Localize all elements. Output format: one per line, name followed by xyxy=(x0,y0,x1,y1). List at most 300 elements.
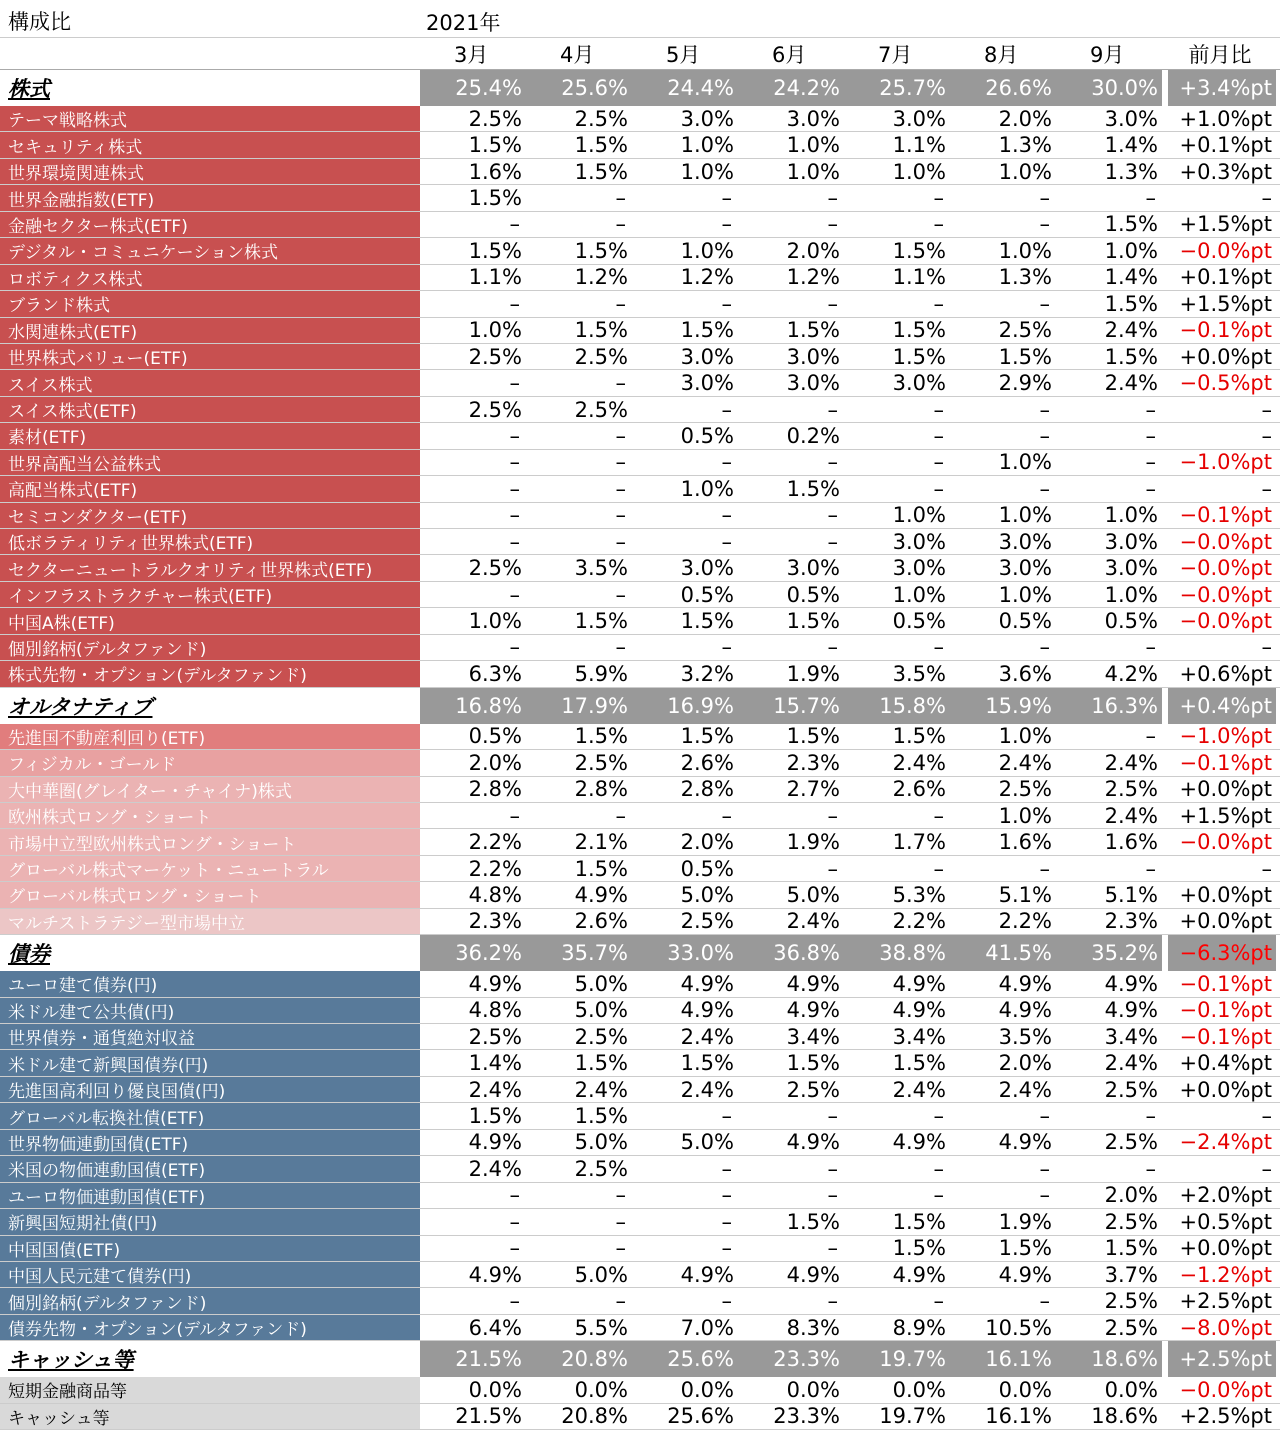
row-value: 4.9% xyxy=(468,971,522,996)
row-label: 個別銘柄(デルタファンド) xyxy=(0,635,420,660)
row-value: – xyxy=(933,856,944,881)
table-row xyxy=(0,882,1280,908)
row-value: – xyxy=(933,397,944,422)
table-row xyxy=(0,370,1280,396)
section-total-value: 33.0% xyxy=(632,935,738,971)
row-value: 2.5% xyxy=(998,318,1052,343)
row-change-value: −0.1%pt xyxy=(1179,971,1272,996)
table-row xyxy=(0,344,1280,370)
row-value: 0.0% xyxy=(786,1377,840,1402)
row-value: 4.9% xyxy=(680,971,734,996)
row-value: 18.6% xyxy=(1091,1404,1158,1429)
row-label: 水関連株式(ETF) xyxy=(0,318,420,343)
row-value: 1.5% xyxy=(786,724,840,749)
row-value: 2.4% xyxy=(468,1156,522,1181)
row-change-value: −0.0%pt xyxy=(1179,830,1272,855)
row-label: デジタル・コミュニケーション株式 xyxy=(0,238,420,263)
row-value: 0.0% xyxy=(998,1377,1052,1402)
row-value: 2.4% xyxy=(998,750,1052,775)
row-value: 2.5% xyxy=(1104,1209,1158,1234)
header-spacer xyxy=(0,38,420,69)
row-change-value: +0.0%pt xyxy=(1179,777,1272,802)
section-total-value: 26.6% xyxy=(950,70,1056,106)
row-change-value: – xyxy=(1261,476,1272,501)
row-value: – xyxy=(615,450,626,475)
row-value: 2.5% xyxy=(1104,777,1158,802)
row-value: 2.5% xyxy=(574,750,628,775)
row-value: – xyxy=(509,1289,520,1314)
row-value: 2.5% xyxy=(574,106,628,131)
row-change-value: −0.0%pt xyxy=(1179,609,1272,634)
row-value: – xyxy=(721,450,732,475)
section-total-value: 35.2% xyxy=(1056,935,1162,971)
row-value: 2.5% xyxy=(680,909,734,934)
row-value: 4.9% xyxy=(998,1130,1052,1155)
row-value: 1.2% xyxy=(680,265,734,290)
row-value: 4.9% xyxy=(892,1130,946,1155)
row-value: 1.5% xyxy=(574,1104,628,1129)
row-value: – xyxy=(827,856,838,881)
row-value: 0.0% xyxy=(468,1377,522,1402)
row-value: 4.9% xyxy=(786,998,840,1023)
table-title: 構成比 xyxy=(8,10,71,34)
row-value: 5.0% xyxy=(574,1130,628,1155)
row-value: – xyxy=(615,212,626,237)
row-label: 先進国高利回り優良国債(円) xyxy=(0,1077,420,1102)
section-total-value: 23.3% xyxy=(738,1341,844,1377)
row-label: 中国A株(ETF) xyxy=(0,608,420,633)
row-value: 1.0% xyxy=(998,803,1052,828)
row-value: 1.5% xyxy=(468,186,522,211)
section-total-value: 30.0% xyxy=(1056,70,1162,106)
row-value: 4.9% xyxy=(468,1130,522,1155)
row-value: 3.0% xyxy=(1104,556,1158,581)
month-header: 9月 xyxy=(1090,42,1125,67)
row-value: – xyxy=(827,1156,838,1181)
section-total-value: 25.7% xyxy=(844,70,950,106)
row-value: 1.5% xyxy=(786,609,840,634)
row-value: – xyxy=(827,1236,838,1261)
row-value: – xyxy=(509,423,520,448)
row-value: 2.5% xyxy=(574,397,628,422)
row-value: 2.4% xyxy=(680,1077,734,1102)
table-row xyxy=(0,132,1280,158)
row-value: 0.5% xyxy=(786,582,840,607)
row-value: 1.2% xyxy=(786,265,840,290)
row-value: 2.3% xyxy=(1104,909,1158,934)
row-value: 4.8% xyxy=(468,882,522,907)
row-value: 4.2% xyxy=(1104,661,1158,686)
row-value: 2.0% xyxy=(786,238,840,263)
row-value: 2.8% xyxy=(468,777,522,802)
table-row xyxy=(0,291,1280,317)
row-value: 3.0% xyxy=(680,371,734,396)
section-title: キャッシュ等 xyxy=(0,1341,420,1377)
row-value: – xyxy=(1039,476,1050,501)
row-value: 0.5% xyxy=(680,423,734,448)
row-change-value: +0.4%pt xyxy=(1179,1051,1272,1076)
row-label: 先進国不動産利回り(ETF) xyxy=(0,724,420,749)
table-row xyxy=(0,423,1280,449)
section-total-value: 16.1% xyxy=(950,1341,1056,1377)
row-value: 1.0% xyxy=(1104,582,1158,607)
month-header: 8月 xyxy=(984,42,1019,67)
row-value: 3.0% xyxy=(680,106,734,131)
row-value: 5.5% xyxy=(574,1315,628,1340)
row-change-value: −0.5%pt xyxy=(1179,371,1272,396)
row-value: 2.4% xyxy=(1104,371,1158,396)
row-value: 1.5% xyxy=(680,609,734,634)
row-value: – xyxy=(1145,423,1156,448)
row-value: – xyxy=(933,423,944,448)
row-value: 1.1% xyxy=(892,133,946,158)
row-change-value: – xyxy=(1261,635,1272,660)
row-value: 1.5% xyxy=(786,318,840,343)
table-row xyxy=(0,159,1280,185)
row-value: 3.7% xyxy=(1104,1262,1158,1287)
row-value: – xyxy=(1039,397,1050,422)
row-change-value: −0.0%pt xyxy=(1179,582,1272,607)
row-value: – xyxy=(509,529,520,554)
row-value: 1.9% xyxy=(786,830,840,855)
row-value: 3.0% xyxy=(892,556,946,581)
section-change-value: +3.4%pt xyxy=(1168,70,1276,106)
row-value: 1.5% xyxy=(680,724,734,749)
row-value: 2.0% xyxy=(468,750,522,775)
row-value: – xyxy=(509,212,520,237)
row-value: – xyxy=(509,503,520,528)
row-value: – xyxy=(1145,724,1156,749)
row-value: 1.5% xyxy=(892,1209,946,1234)
row-value: 1.0% xyxy=(468,609,522,634)
row-value: – xyxy=(721,1289,732,1314)
section-title: 債券 xyxy=(0,935,420,971)
row-value: – xyxy=(615,529,626,554)
table-row xyxy=(0,265,1280,291)
row-change-value: −0.1%pt xyxy=(1179,503,1272,528)
row-value: 0.5% xyxy=(680,856,734,881)
row-value: 4.9% xyxy=(892,971,946,996)
row-value: 5.1% xyxy=(998,882,1052,907)
row-change-value: +1.5%pt xyxy=(1179,212,1272,237)
table-row xyxy=(0,185,1280,211)
row-value: 1.5% xyxy=(468,133,522,158)
row-change-value: −0.0%pt xyxy=(1179,556,1272,581)
month-header: 7月 xyxy=(878,42,913,67)
table-row xyxy=(0,777,1280,803)
row-value: 2.5% xyxy=(574,1156,628,1181)
row-value: 2.4% xyxy=(1104,803,1158,828)
row-value: – xyxy=(1145,450,1156,475)
row-value: 2.2% xyxy=(468,830,522,855)
row-change-value: – xyxy=(1261,186,1272,211)
row-value: – xyxy=(615,1236,626,1261)
row-label: スイス株式(ETF) xyxy=(0,397,420,422)
row-label: 債券先物・オプション(デルタファンド) xyxy=(0,1315,420,1340)
table-row xyxy=(0,555,1280,581)
section-total-value: 25.4% xyxy=(420,70,526,106)
row-value: 4.9% xyxy=(998,998,1052,1023)
row-value: 3.5% xyxy=(998,1024,1052,1049)
row-change-value: +1.5%pt xyxy=(1179,291,1272,316)
row-value: – xyxy=(721,397,732,422)
row-label: マルチストラテジー型市場中立 xyxy=(0,909,420,934)
row-value: 1.5% xyxy=(786,1051,840,1076)
row-value: – xyxy=(615,476,626,501)
table-row xyxy=(0,450,1280,476)
row-value: – xyxy=(509,1183,520,1208)
row-value: 1.0% xyxy=(680,133,734,158)
section-alternative-row xyxy=(0,688,1280,724)
row-value: – xyxy=(721,503,732,528)
row-label: 短期金融商品等 xyxy=(0,1377,420,1402)
row-value: 1.5% xyxy=(574,856,628,881)
row-value: – xyxy=(827,212,838,237)
row-change-value: +2.0%pt xyxy=(1179,1183,1272,1208)
row-value: 2.2% xyxy=(468,856,522,881)
row-value: 4.9% xyxy=(574,882,628,907)
row-value: – xyxy=(1039,423,1050,448)
row-value: 2.0% xyxy=(998,106,1052,131)
row-label: 個別銘柄(デルタファンド) xyxy=(0,1288,420,1313)
row-value: – xyxy=(1039,1183,1050,1208)
row-change-value: +2.5%pt xyxy=(1179,1404,1272,1429)
row-change-value: +0.0%pt xyxy=(1179,882,1272,907)
row-value: – xyxy=(509,450,520,475)
row-value: 2.4% xyxy=(1104,1051,1158,1076)
row-value: 2.9% xyxy=(998,371,1052,396)
row-value: 1.0% xyxy=(998,724,1052,749)
table-row xyxy=(0,1156,1280,1182)
row-value: 1.5% xyxy=(892,344,946,369)
row-label: スイス株式 xyxy=(0,370,420,395)
month-header: 4月 xyxy=(560,42,595,67)
row-value: – xyxy=(933,291,944,316)
row-value: 1.0% xyxy=(998,238,1052,263)
row-label: インフラストラクチャー株式(ETF) xyxy=(0,582,420,607)
table-row xyxy=(0,1103,1280,1129)
row-change-value: – xyxy=(1261,397,1272,422)
section-total-value: 38.8% xyxy=(844,935,950,971)
row-label: 米国の物価連動国債(ETF) xyxy=(0,1156,420,1181)
section-total-value: 24.4% xyxy=(632,70,738,106)
row-value: 1.6% xyxy=(1104,830,1158,855)
row-value: – xyxy=(1039,186,1050,211)
row-value: 25.6% xyxy=(667,1404,734,1429)
section-total-value: 21.5% xyxy=(420,1341,526,1377)
row-value: 4.9% xyxy=(892,998,946,1023)
row-label: 新興国短期社債(円) xyxy=(0,1209,420,1234)
row-value: 1.5% xyxy=(892,724,946,749)
row-value: 3.0% xyxy=(786,371,840,396)
row-value: 3.0% xyxy=(998,556,1052,581)
row-value: – xyxy=(933,1156,944,1181)
row-label: ユーロ建て債券(円) xyxy=(0,971,420,996)
row-value: – xyxy=(1145,856,1156,881)
row-value: 1.0% xyxy=(786,133,840,158)
section-total-value: 16.3% xyxy=(1056,688,1162,724)
row-value: 3.6% xyxy=(998,661,1052,686)
row-value: – xyxy=(827,1289,838,1314)
section-change-value: −6.3%pt xyxy=(1168,935,1276,971)
row-value: 1.6% xyxy=(998,830,1052,855)
table-row xyxy=(0,1183,1280,1209)
row-value: 0.0% xyxy=(574,1377,628,1402)
table-row xyxy=(0,608,1280,634)
row-value: – xyxy=(827,503,838,528)
row-value: 16.1% xyxy=(985,1404,1052,1429)
row-value: 4.8% xyxy=(468,998,522,1023)
row-value: – xyxy=(615,503,626,528)
row-value: 1.3% xyxy=(1104,159,1158,184)
month-header: 3月 xyxy=(454,42,489,67)
row-value: 5.0% xyxy=(574,998,628,1023)
row-value: 5.0% xyxy=(786,882,840,907)
row-value: 8.3% xyxy=(786,1315,840,1340)
row-change-value: −0.0%pt xyxy=(1179,238,1272,263)
row-value: – xyxy=(509,1209,520,1234)
row-value: 2.4% xyxy=(892,1077,946,1102)
table-row xyxy=(0,829,1280,855)
row-value: 0.5% xyxy=(680,582,734,607)
row-value: – xyxy=(827,803,838,828)
row-label: 中国人民元建て債券(円) xyxy=(0,1262,420,1287)
row-value: 1.7% xyxy=(892,830,946,855)
row-value: – xyxy=(509,476,520,501)
row-value: 3.0% xyxy=(892,371,946,396)
row-value: 5.0% xyxy=(574,1262,628,1287)
row-value: 4.9% xyxy=(468,1262,522,1287)
row-value: 1.5% xyxy=(998,344,1052,369)
row-value: 4.9% xyxy=(680,998,734,1023)
table-row xyxy=(0,1262,1280,1288)
section-total-value: 15.7% xyxy=(738,688,844,724)
row-value: 1.5% xyxy=(998,1236,1052,1261)
row-value: – xyxy=(509,803,520,828)
row-change-value: −0.0%pt xyxy=(1179,1377,1272,1402)
row-value: 4.9% xyxy=(998,1262,1052,1287)
row-value: – xyxy=(1145,1156,1156,1181)
row-change-value: +0.0%pt xyxy=(1179,909,1272,934)
row-value: 0.2% xyxy=(786,423,840,448)
row-value: 2.3% xyxy=(468,909,522,934)
section-total-value: 15.9% xyxy=(950,688,1056,724)
table-row xyxy=(0,318,1280,344)
header-month-row xyxy=(0,38,1280,70)
row-value: 1.0% xyxy=(786,159,840,184)
row-change-value: +0.3%pt xyxy=(1179,159,1272,184)
row-value: – xyxy=(933,450,944,475)
row-change-value: – xyxy=(1261,1156,1272,1181)
table-row xyxy=(0,1050,1280,1076)
row-value: 1.0% xyxy=(998,159,1052,184)
row-label: 高配当株式(ETF) xyxy=(0,476,420,501)
table-row xyxy=(0,476,1280,502)
row-value: – xyxy=(1039,856,1050,881)
row-value: 2.4% xyxy=(998,1077,1052,1102)
row-value: – xyxy=(1039,1289,1050,1314)
row-change-value: −0.1%pt xyxy=(1179,1024,1272,1049)
row-value: 3.4% xyxy=(1104,1024,1158,1049)
row-value: 5.3% xyxy=(892,882,946,907)
row-value: 4.9% xyxy=(786,1130,840,1155)
row-label: 世界物価連動国債(ETF) xyxy=(0,1130,420,1155)
row-change-value: +0.6%pt xyxy=(1179,661,1272,686)
row-value: 3.0% xyxy=(892,529,946,554)
row-value: – xyxy=(615,186,626,211)
row-value: – xyxy=(615,582,626,607)
section-total-value: 24.2% xyxy=(738,70,844,106)
row-value: – xyxy=(721,529,732,554)
row-value: – xyxy=(1039,1156,1050,1181)
table-row xyxy=(0,1077,1280,1103)
row-value: 2.5% xyxy=(998,777,1052,802)
row-change-value: −1.2%pt xyxy=(1179,1262,1272,1287)
row-value: 1.5% xyxy=(468,238,522,263)
table-row xyxy=(0,582,1280,608)
row-value: – xyxy=(827,529,838,554)
row-value: – xyxy=(509,371,520,396)
row-label: ブランド株式 xyxy=(0,291,420,316)
row-value: – xyxy=(827,291,838,316)
table-row xyxy=(0,724,1280,750)
row-value: 4.9% xyxy=(786,971,840,996)
section-change-value: +0.4%pt xyxy=(1168,688,1276,724)
section-total-value: 35.7% xyxy=(526,935,632,971)
row-change-value: +0.5%pt xyxy=(1179,1209,1272,1234)
table-row xyxy=(0,661,1280,687)
row-value: – xyxy=(1039,291,1050,316)
row-value: 2.4% xyxy=(468,1077,522,1102)
row-value: 2.4% xyxy=(786,909,840,934)
row-value: 2.2% xyxy=(998,909,1052,934)
row-value: – xyxy=(721,1156,732,1181)
row-change-value: – xyxy=(1261,856,1272,881)
table-row xyxy=(0,971,1280,997)
row-value: – xyxy=(1039,212,1050,237)
row-value: 21.5% xyxy=(455,1404,522,1429)
row-value: 19.7% xyxy=(879,1404,946,1429)
row-value: 4.9% xyxy=(892,1262,946,1287)
row-value: 0.0% xyxy=(892,1377,946,1402)
section-total-value: 41.5% xyxy=(950,935,1056,971)
row-value: – xyxy=(1145,186,1156,211)
row-value: 1.5% xyxy=(574,609,628,634)
row-value: – xyxy=(1145,1104,1156,1129)
row-value: – xyxy=(827,450,838,475)
row-label: グローバル転換社債(ETF) xyxy=(0,1103,420,1128)
row-label: 欧州株式ロング・ショート xyxy=(0,803,420,828)
row-value: 1.5% xyxy=(574,133,628,158)
row-value: 1.5% xyxy=(574,238,628,263)
table-row xyxy=(0,238,1280,264)
section-total-value: 15.8% xyxy=(844,688,950,724)
row-value: 1.6% xyxy=(468,159,522,184)
row-value: 2.4% xyxy=(680,1024,734,1049)
row-label: テーマ戦略株式 xyxy=(0,106,420,131)
row-label: 低ボラティリティ世界株式(ETF) xyxy=(0,529,420,554)
year-label: 2021年 xyxy=(426,11,501,35)
row-value: 1.0% xyxy=(680,159,734,184)
table-row xyxy=(0,1209,1280,1235)
row-value: 1.0% xyxy=(892,582,946,607)
row-change-value: +1.5%pt xyxy=(1179,803,1272,828)
row-value: 2.6% xyxy=(574,909,628,934)
row-value: 4.9% xyxy=(1104,971,1158,996)
row-value: – xyxy=(933,803,944,828)
row-label: 米ドル建て公共債(円) xyxy=(0,998,420,1023)
row-change-value: +2.5%pt xyxy=(1179,1289,1272,1314)
